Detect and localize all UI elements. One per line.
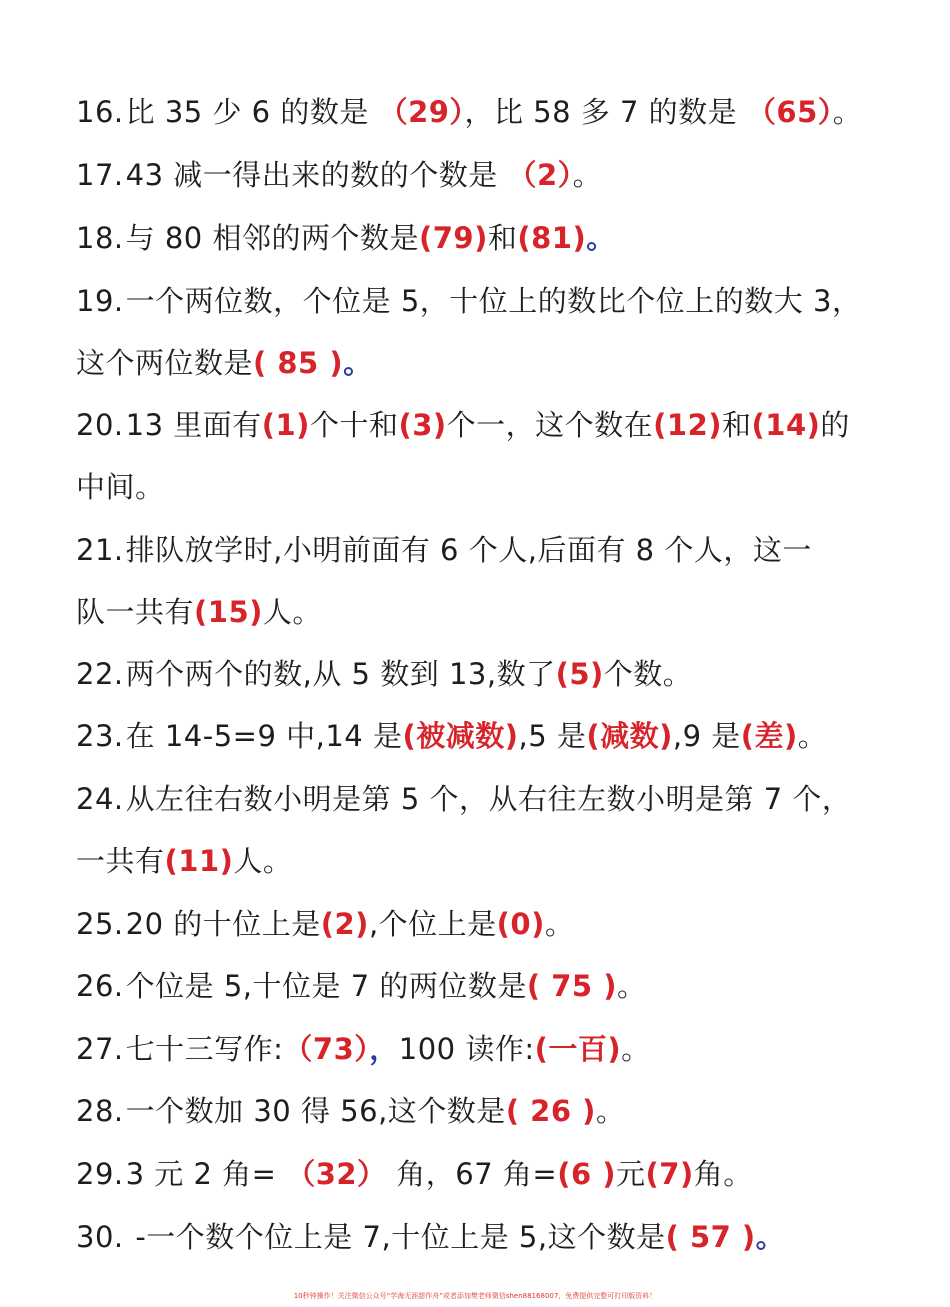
answer: （73） bbox=[283, 1032, 370, 1066]
answer: （2） bbox=[507, 158, 573, 192]
answer: (差) bbox=[740, 719, 798, 753]
answer: (0) bbox=[496, 907, 545, 941]
answer: (减数) bbox=[586, 719, 673, 753]
answer: (1) bbox=[261, 408, 310, 442]
question-24-cont: 一共有(11)人。 bbox=[76, 844, 293, 878]
answer: (3) bbox=[398, 408, 447, 442]
question-30: 30. -一个数个位上是 7,十位上是 5,这个数是( 57 )。 bbox=[76, 1220, 786, 1254]
answer: (2) bbox=[320, 907, 369, 941]
answer: (7) bbox=[645, 1157, 694, 1191]
answer: (15) bbox=[194, 595, 263, 629]
answer: （29） bbox=[378, 95, 465, 129]
footer-note: 10秒钟操作！关注微信公众号“学海无涯甜作舟”或者添加樊老师微信shen88168007，免费提供完整可打印版资料！ bbox=[293, 1292, 657, 1300]
question-19: 19.一个两位数，个位是 5，十位上的数比个位上的数大 3， bbox=[76, 284, 862, 318]
question-27: 27.七十三写作:（73），100 读作:(一百)。 bbox=[76, 1032, 651, 1066]
answer: （32） bbox=[286, 1157, 387, 1191]
answer: ( 75 ) bbox=[526, 969, 617, 1003]
question-19-cont: 这个两位数是( 85 )。 bbox=[76, 346, 373, 380]
answer: (12) bbox=[653, 408, 723, 442]
question-20: 20.13 里面有(1)个十和(3)个一，这个数在(12)和(14)的 bbox=[76, 408, 850, 442]
answer: ( 85 ) bbox=[253, 346, 344, 380]
answer: （65） bbox=[746, 95, 833, 129]
question-17: 17.43 减一得出来的数的个数是 （2）。 bbox=[76, 158, 603, 192]
answer: ( 26 ) bbox=[505, 1094, 596, 1128]
question-20-cont: 中间。 bbox=[76, 470, 165, 504]
question-18: 18.与 80 相邻的两个数是(79)和(81)。 bbox=[76, 221, 616, 255]
question-28: 28.一个数加 30 得 56,这个数是( 26 )。 bbox=[76, 1094, 626, 1128]
answer: (6 ) bbox=[557, 1157, 616, 1191]
answer: (一百) bbox=[534, 1032, 622, 1066]
answer: (81) bbox=[517, 221, 587, 255]
question-24: 24.从左往右数小明是第 5 个，从右往左数小明是第 7 个， bbox=[76, 782, 852, 816]
question-23: 23.在 14-5=9 中,14 是(被减数),5 是(减数),9 是(差)。 bbox=[76, 719, 828, 753]
answer: (11) bbox=[164, 844, 234, 878]
answer: (被减数) bbox=[402, 719, 519, 753]
question-29: 29.3 元 2 角= （32） 角，67 角=(6 )元(7)角。 bbox=[76, 1157, 753, 1191]
answer: (14) bbox=[751, 408, 821, 442]
question-25: 25.20 的十位上是(2),个位上是(0)。 bbox=[76, 907, 575, 941]
question-16: 16.比 35 少 6 的数是 （29），比 58 多 7 的数是 （65）。 bbox=[76, 95, 863, 129]
answer: ( 57 ) bbox=[665, 1220, 756, 1254]
answer: (5) bbox=[555, 657, 604, 691]
answer: (79) bbox=[418, 221, 488, 255]
question-21: 21.排队放学时,小明前面有 6 个人,后面有 8 个人，这一 bbox=[76, 533, 812, 567]
question-22: 22.两个两个的数,从 5 数到 13,数了(5)个数。 bbox=[76, 657, 693, 691]
question-26: 26.个位是 5,十位是 7 的两位数是( 75 )。 bbox=[76, 969, 647, 1003]
question-21-cont: 队一共有(15)人。 bbox=[76, 595, 322, 629]
